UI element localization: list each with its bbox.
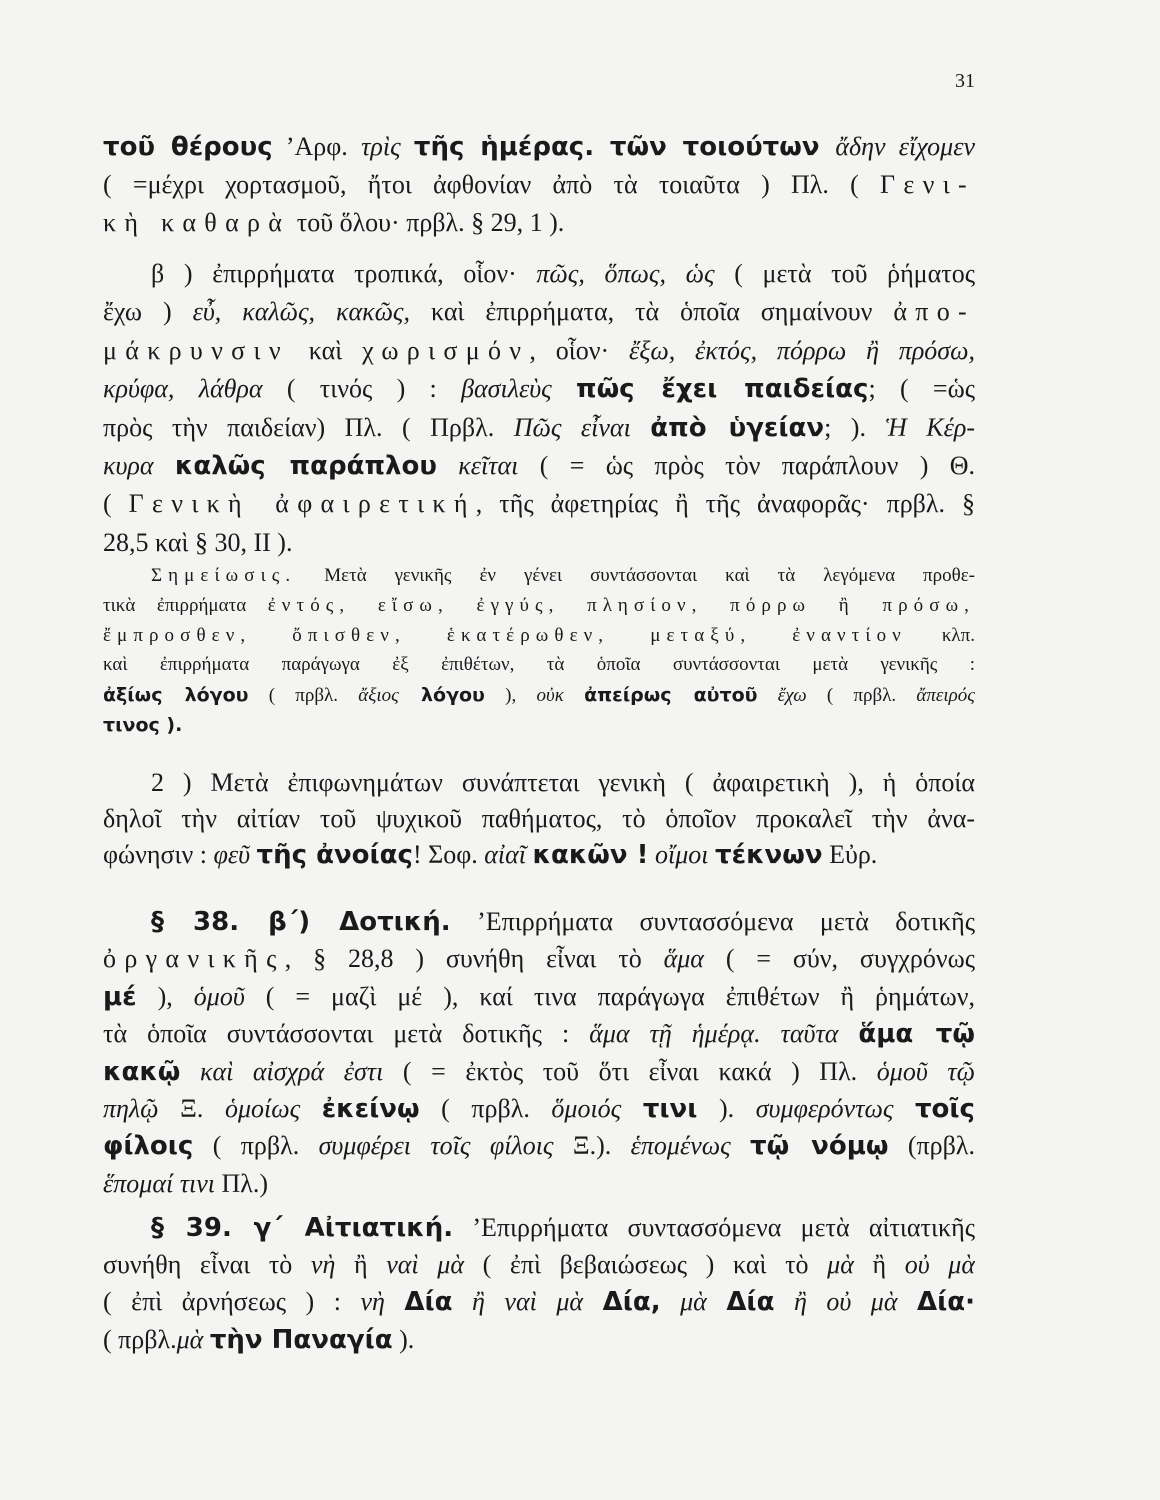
- text-line: [103, 1053, 975, 1091]
- text-line: [103, 1283, 975, 1321]
- text-run: καὶ ἐπιρρήματα, τὰ ὁποῖα σημαίνουν: [409, 297, 894, 327]
- text-run: κρύφα, λάθρα: [103, 374, 263, 404]
- text-run: τῆς ἀνοίας: [256, 840, 413, 870]
- text-line: [103, 978, 975, 1016]
- text-run: φεῦ: [213, 840, 257, 869]
- text-line: [103, 1127, 975, 1165]
- text-run: ὀργανικῆς: [103, 944, 285, 974]
- text-line: [103, 680, 975, 710]
- text-line: [103, 255, 975, 293]
- text-line: [103, 166, 975, 204]
- text-run: πηλῷ: [103, 1094, 159, 1123]
- text-line: [103, 1090, 975, 1128]
- text-line: [103, 1246, 975, 1284]
- text-run: Ἡ Κέρ-: [885, 412, 975, 442]
- text-run: τρὶς: [361, 132, 414, 161]
- text-run: πῶς, ὅπως, ὡς: [536, 259, 715, 288]
- text-run: Γενικὴ ἀφαιρετική: [128, 489, 476, 519]
- text-run: ( =μέχρι χορτασμοῦ, ἤτοι ἀφθονίαν ἀπὸ τὰ τοιαῦτα ) Πλ. (: [103, 170, 881, 199]
- text-run: , § 28,8 ) συνήθη εἶναι τὸ: [284, 944, 664, 974]
- text-run: ( πρβλ.: [806, 685, 917, 707]
- text-line: [103, 591, 975, 621]
- text-run: ).: [697, 1094, 756, 1123]
- text-run: § 39. γ΄ Αἰτιατική.: [151, 1213, 454, 1243]
- text-run: ἢ ναὶ μὰ: [452, 1287, 603, 1317]
- text-run: καὶ αἰσχρά ἐστι: [180, 1056, 384, 1086]
- text-run: 2 ) Μετὰ ἐπιφωνημάτων συνάπτεται γενικὴ ( ἀφαιρετικὴ ), ἡ ὁποία: [151, 768, 975, 797]
- text-run: νὴ: [360, 1287, 405, 1317]
- text-run: Δία: [404, 1287, 453, 1318]
- text-run: Πλ.): [215, 1168, 269, 1198]
- text-line: [103, 370, 975, 408]
- text-run: Ξ.: [158, 1094, 225, 1123]
- text-run: μέ: [103, 981, 137, 1012]
- text-run: ἕπομαί τινι: [103, 1168, 215, 1198]
- text-run: , τῆς ἀφετηρίας ἢ τῆς ἀναφορᾶς· πρβλ. §: [475, 489, 975, 519]
- text-run: ἑπομένως: [630, 1131, 751, 1161]
- text-run: ἔμπροσθεν, ὄπισθεν, ἑκατέρωθεν, μεταξύ, ἐναντίον: [103, 624, 907, 646]
- text-run: ( τινός ) :: [262, 374, 462, 404]
- text-run: αἰαῖ: [484, 840, 533, 869]
- text-run: πῶς ἔχει παιδείας: [576, 374, 869, 405]
- text-line: [103, 332, 975, 370]
- text-run: οὐ μὰ: [904, 1250, 975, 1280]
- text-line: [103, 1165, 975, 1203]
- text-run: § 38. β΄) Δοτική.: [151, 907, 451, 937]
- text-run: , οἷον·: [529, 335, 629, 365]
- text-run: 28,5 καὶ § 30, II ).: [103, 527, 293, 557]
- text-run: ἔξω, ἐκτός, πόρρω ἢ πρόσω,: [628, 335, 975, 365]
- text-run: τινος ).: [103, 714, 183, 736]
- text-run: χωρισμόν: [362, 335, 530, 365]
- text-run: καὶ ἐπιρρήματα παράγωγα ἐξ ἐπιθέτων, τὰ ὁποῖα συντάσσονται μετὰ γενικῆς :: [103, 654, 975, 676]
- text-run: μὰ: [827, 1250, 854, 1280]
- text-run: ὁμοῦ: [193, 981, 245, 1011]
- text-run: ἐκείνῳ: [321, 1094, 420, 1124]
- text-run: ( μετὰ τοῦ ῥήματος: [714, 259, 975, 288]
- text-run: μὰ: [176, 1324, 210, 1354]
- text-run: Γενι-: [880, 170, 975, 199]
- text-run: (πρβλ.: [888, 1131, 975, 1161]
- text-line: [103, 524, 975, 562]
- text-run: λόγου: [398, 684, 485, 707]
- text-run: μάκρυνσιν: [103, 335, 289, 365]
- text-run: τῆς ἡμέρας. τῶν τοιούτων: [413, 132, 836, 162]
- text-run: δηλοῖ τὴν αἰτίαν τοῦ ψυχικοῦ παθήματος, τὸ ὁποῖον προκαλεῖ τὴν ἀνα-: [103, 804, 975, 833]
- text-run: Μετὰ γενικῆς ἐν γένει συντάσσονται καὶ τὰ λεγόμενα προθε-: [296, 565, 975, 586]
- text-run: ἀξίως λόγου: [103, 684, 249, 707]
- text-run: Δία: [726, 1287, 775, 1318]
- text-run: ; ).: [824, 412, 886, 442]
- text-run: τῷ νόμῳ: [750, 1131, 889, 1162]
- text-run: ( πρβλ.: [193, 1131, 319, 1161]
- text-run: ἄδην εἴχομεν: [835, 132, 975, 161]
- text-run: ἀπο-: [893, 297, 975, 327]
- text-run: ἢ: [853, 1250, 905, 1280]
- text-run: κλπ.: [906, 624, 975, 646]
- text-run: ὁμοῦ τῷ: [876, 1056, 975, 1086]
- text-run: ὅμοιός: [551, 1094, 643, 1123]
- text-run: συμφερόντως: [755, 1094, 915, 1123]
- text-run: (: [103, 489, 129, 519]
- text-run: ’Επιρρήματα συντασσόμενα μετὰ δοτικῆς: [450, 907, 975, 936]
- text-run: κακῷ: [103, 1056, 181, 1087]
- text-line: [103, 409, 975, 447]
- text-line: [103, 293, 975, 331]
- text-run: φώνησιν :: [103, 840, 214, 869]
- text-run: ).: [392, 1324, 415, 1354]
- text-run: ἔχω ): [103, 297, 193, 327]
- text-run: ναὶ μὰ: [386, 1250, 464, 1280]
- text-run: τὰ ὁποῖα συντάσσονται μετὰ δοτικῆς :: [103, 1019, 590, 1049]
- text-run: ( πρβλ.: [419, 1094, 552, 1123]
- text-run: πρὸς τὴν παιδείαν) Πλ. ( Πρβλ.: [103, 412, 514, 442]
- text-run: Πῶς εἶναι: [513, 412, 651, 442]
- text-run: ἅμα τῇ ἡμέρᾳ. ταῦτα: [589, 1019, 859, 1049]
- text-run: ( ἐπὶ βεβαιώσεως ) καὶ τὸ: [463, 1250, 828, 1280]
- text-run: νὴ: [310, 1250, 336, 1280]
- text-run: ἀπείρως αὐτοῦ: [584, 684, 758, 707]
- text-run: φίλοις: [103, 1131, 194, 1162]
- text-run: ἐντός, εἴσω, ἐγγύς, πλησίον, πόρρω ἢ πρόσω,: [267, 594, 975, 616]
- text-run: ),: [484, 685, 537, 707]
- text-run: ! Σοφ.: [412, 840, 485, 869]
- text-run: β ) ἐπιρρήματα τροπικά, οἷον·: [151, 259, 537, 288]
- text-run: τέκνων: [715, 840, 823, 870]
- text-run: ὁμοίως: [224, 1094, 322, 1123]
- text-line: [103, 561, 975, 591]
- text-run: ( = σύν, συγχρόνως: [703, 944, 975, 974]
- text-run: ἅμα: [663, 944, 704, 974]
- text-run: ( = μαζὶ μέ ), καί τινα παράγωγα ἐπιθέτων ἢ ῥημάτων,: [244, 981, 975, 1011]
- text-run: κεῖται: [436, 451, 519, 480]
- text-run: Εὐρ.: [822, 840, 878, 869]
- text-run: ( = ὡς πρὸς τὸν παράπλουν ) Θ.: [518, 451, 975, 480]
- text-run: καλῶς παράπλου: [174, 451, 437, 481]
- text-line: [103, 1209, 975, 1247]
- text-run: κυρα: [103, 451, 175, 480]
- text-line: [103, 1321, 975, 1359]
- text-run: τινι: [642, 1094, 698, 1124]
- text-run: ἢ: [335, 1250, 387, 1280]
- text-run: ἀπὸ ὑγείαν: [650, 412, 825, 443]
- text-run: τὴν Παναγία: [209, 1324, 393, 1355]
- text-run: ἄξιος: [358, 685, 399, 707]
- text-line: [103, 1015, 975, 1053]
- text-run: ’Αρφ.: [272, 132, 362, 161]
- text-run: εὖ, καλῶς, κακῶς,: [192, 297, 410, 327]
- text-line: [103, 710, 975, 740]
- text-run: τοῦ ὅλου· πρβλ. § 29, 1 ).: [290, 208, 565, 237]
- text-run: ( ἐπὶ ἀρνήσεως ) :: [103, 1287, 361, 1317]
- text-line: [103, 485, 975, 523]
- text-run: κὴ καθαρὰ: [103, 208, 291, 237]
- text-run: Δία,: [602, 1287, 661, 1318]
- text-run: συμφέρει τοῖς φίλοις: [318, 1131, 554, 1161]
- text-line: [103, 650, 975, 680]
- text-line: [103, 128, 975, 166]
- text-run: ( πρβλ.: [103, 1324, 177, 1354]
- text-run: τικὰ ἐπιρρήματα: [103, 594, 268, 616]
- text-run: ),: [136, 981, 194, 1011]
- text-run: ἢ οὐ μὰ: [774, 1287, 918, 1317]
- text-run: Σημείωσις.: [151, 565, 297, 586]
- text-run: τοῦ θέρους: [103, 132, 273, 162]
- text-line: [103, 204, 975, 242]
- text-line: [103, 621, 975, 651]
- text-run: μὰ: [660, 1287, 727, 1317]
- text-run: συνήθη εἶναι τὸ: [103, 1250, 311, 1280]
- text-line: [103, 800, 975, 838]
- text-line: [103, 764, 975, 802]
- text-run: ’Επιρρήματα συντασσόμενα μετὰ αἰτιατικῆς: [453, 1213, 975, 1242]
- text-run: οὐκ: [536, 685, 585, 707]
- text-line: [103, 940, 975, 978]
- text-run: κακῶν !: [532, 840, 649, 870]
- text-run: ἄπειρός: [916, 685, 975, 707]
- text-run: βασιλεὺς: [461, 374, 576, 404]
- text-run: οἴμοι: [648, 840, 716, 869]
- text-run: τοῖς: [914, 1094, 975, 1124]
- text-line: [103, 447, 975, 485]
- text-line: [103, 836, 975, 874]
- text-run: ( πρβλ.: [248, 685, 359, 707]
- text-run: ἔχω: [757, 685, 807, 707]
- text-run: Δία·: [917, 1287, 975, 1318]
- text-run: ( = ἐκτὸς τοῦ ὅτι εἶναι κακά ) Πλ.: [383, 1056, 877, 1086]
- text-line: [103, 903, 975, 941]
- text-run: ; ( =ὡς: [868, 374, 975, 404]
- text-run: καὶ: [288, 335, 363, 365]
- text-run: ἅμα τῷ: [858, 1019, 975, 1050]
- page-number: 31: [955, 70, 975, 92]
- text-run: Ξ.).: [553, 1131, 631, 1161]
